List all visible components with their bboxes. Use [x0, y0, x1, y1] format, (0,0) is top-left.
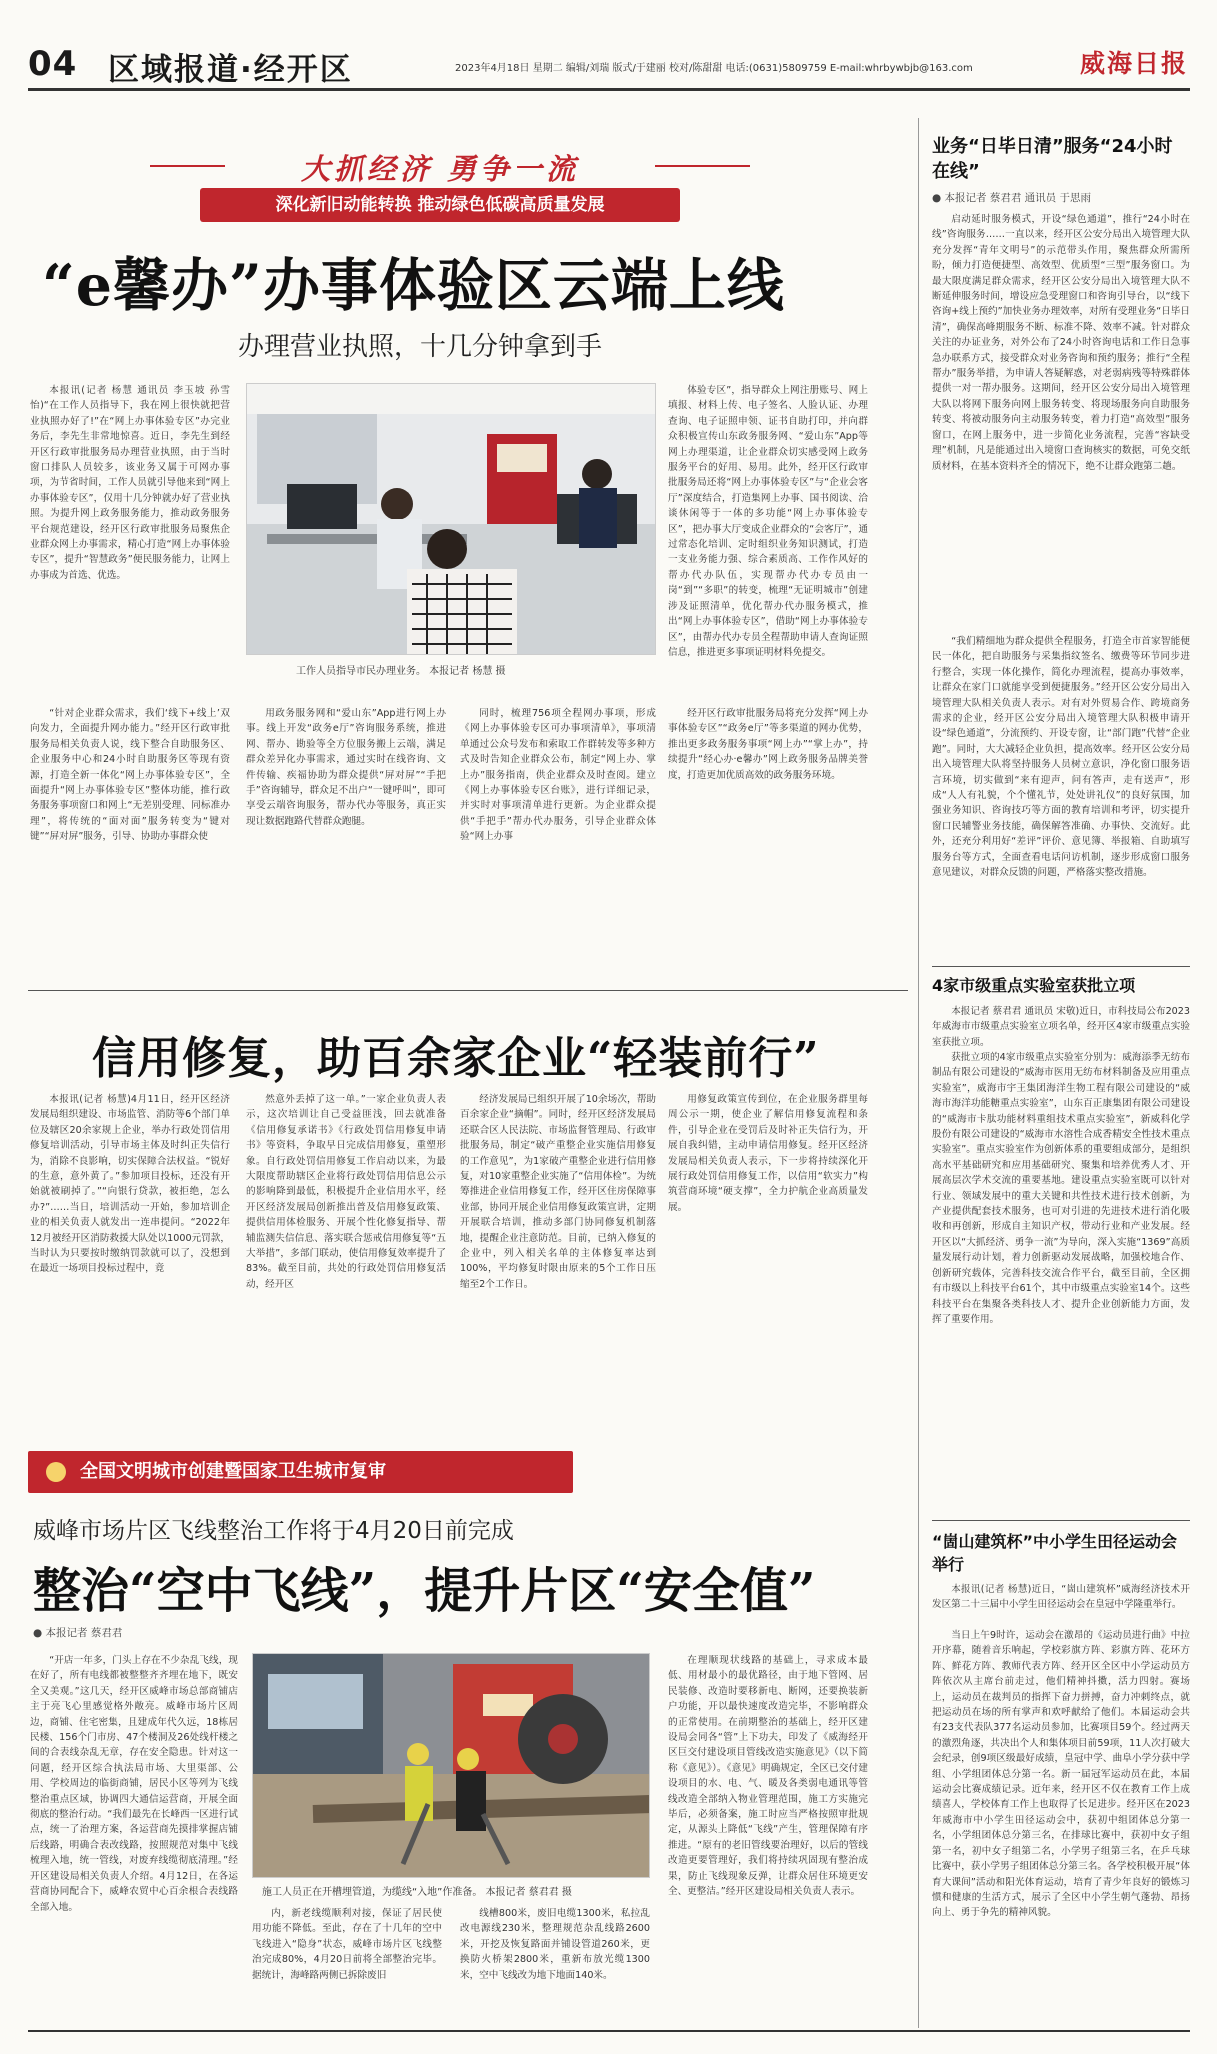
rc-story2-lead	[932, 1004, 1190, 1050]
credit-article-column-3	[460, 1092, 656, 1414]
feixian-photo-caption: 施工人员正在开槽埋管道，为缆线“入地”作准备。 本报记者 蔡君君 摄	[262, 1887, 572, 1898]
rc-story1-paragraph: 启动延时服务模式，开设“绿色通道”，推行“24小时在线”咨询服务……一直以来，经开区公安分局出入境管理大队充分发挥“青年文明号”的示范带头作用，聚焦群众所需所盼，倾力打造便捷型、高效型、优质型“三型”服务窗口。为最大限度满足群众需求，经开区公安分局出入境管理大队不断延伸服务时间，增设应急受理窗口和咨询引导台，以“线下咨询+线上预约”加快业务办理效率，对所有受理业务“日毕日清”，确保高峰期服务不断、标准不降、效率不减。针对群众关注的办证业务，对外公布了24小时咨询电话和工作日急事急办联系方式，接受群众对业务咨询和预约服务；推行“全程帮办”服务举措，为申请人答疑解惑，对老弱病残等特殊群体提供一对一帮办服务。这期间，经开区公安分局出入境管理大队以将网下服务向网上服务转变、将现场服务向自助服务转变、将被动服务向主动服务转变，着力打造“高效型”服务窗口，在网上服务中，进一步简化业务流程，完善“容缺受理”机制，凡是能通过出入境窗口查询核实的数据，可免交纸质材料，在基本资料齐全的情况下，绝不让群众跑第二趟。	[932, 214, 1190, 472]
column-divider	[918, 118, 919, 2028]
feixian-article-column-3	[460, 1906, 650, 2026]
feixian-paragraph: “开店一年多，门头上存在不少杂乱飞线，现在好了，所有电线都被整整齐齐埋在地下，既安全又美观。”这几天，经开区威峰市场总部商铺店主于亮飞心里感觉格外敞亮。威峰市场片区周边，商铺、住宅密集，且建成年代久远，18栋居民楼、156个门市房、47个楼洞及26处线杆楼之间的合表线杂乱无章，存在安全隐患。针对这一问题，经开区综合执法局市场、大里渠部、公用、学校周边的临街商铺，居民小区等列为飞线整治重点区域，协调四大通信运营商，开展全面彻底的整治行动。“我们最先在长峰西一区进行试点，统一了治理方案，各运营商先摸排掌握店铺后线路，明确合表改线路，按照规范对集中飞线梳理入地，统一管线，对废弃线缆彻底清理。”经开区建设局相关负责人介绍。4月12日，在各运营商协同配合下，威峰农贸中心百余根合表线路全部入地。	[30, 1655, 238, 1913]
section-title: 区域报道·经开区	[108, 52, 353, 88]
feixian-paragraph: 内，新老线缆顺利对接，保证了居民使用功能不降低。至此，存在了十几年的空中飞线进入“隐身”状态，威峰市场片区飞线整治完成80%，4月20日前将全部整治完毕。据统计，海峰路两侧已拆除废旧	[252, 1908, 442, 1981]
lead-article-column-1b	[30, 706, 230, 958]
credit-paragraph: 用修复政策宣传到位，在企业服务群里每周公示一期，使企业了解信用修复流程和条件，引导企业在受罚后及时补正失信行为，开展自我纠错，主动申请信用修复。经开区经济发展局相关负责人表示，下一步将持续深化开展行政处罚信用修复工作，以信用“软实力”构筑营商环境“硬支撑”，全力护航企业高质量发展。	[668, 1094, 868, 1213]
street-works-illustration	[253, 1654, 650, 1878]
newspaper-logo: 威海日报	[1080, 49, 1189, 78]
credit-article-column-2	[246, 1092, 446, 1414]
slogan-rule-left	[150, 165, 225, 167]
feixian-byline	[33, 1625, 122, 1640]
rc-story1-headline: 业务“日毕日清”服务“24小时在线”	[932, 136, 1173, 182]
bullet-icon: ●	[33, 1627, 46, 1639]
credit-headline: 信用修复，助百余家企业“轻装前行”	[92, 1033, 820, 1084]
rc-story1-paragraph: “我们精细地为群众提供全程服务，打造全市首家智能便民一体化，把自助服务与采集指纹签名、缴费等环节同步进行整合，实现一体化操作，简化办理流程，提高办事效率，让群众在家门口就能享受到便捷服务。”经开区公安分局出入境管理大队相关负责人表示。对有对外贸易合作、跨境商务需求的企业，经开区公安分局出入境管理大队积极申请开设“绿色通道”，分流预约、开设专窗，让“部门跑”代替“企业跑”。同时，大大减轻企业负担，提高效率。经开区公安分局出入境管理大队将坚持服务人员树立意识，净化窗口服务语言环境，切实做到“来有迎声，问有答声，走有送声”，形成“人人有礼貌，个个懂礼节，处处讲礼仪”的良好氛围，加强业务知识、咨询技巧等方面的教育培训和考评，切实提升窗口民辅警业务技能，确保解答准确、办事快、交流好。此外，还充分利用好“差评”评价、意见簿、举报箱、自助填写服务台等方式，全面查看电话问访机制，逐步形成窗口服务意见建议，对群众反馈的问题，严格落实整改措施。	[932, 636, 1190, 879]
lead-article-column-2	[246, 706, 446, 958]
footer-rule	[28, 2030, 1190, 2032]
lead-paragraph: 同时，梳理756项全程网办事项，形成《网上办事体验专区可办事项清单》，事项清单通过公众号发布和索取工作群转发等多种方式及时告知企业群众公布，制定“网上办、掌上办”服务指南，供企业群众及时查阅。建立《网上办事体验专区台账》，进行详细记录，并实时对事项清单进行更新。为企业群众提供“手把手”帮办代办服务，引导企业群众体验“网上办事	[460, 708, 656, 843]
rc-story2-body	[932, 1050, 1190, 1508]
rc-story3-paragraph: 当日上午9时许，运动会在激昂的《运动员进行曲》中拉开序幕，随着音乐响起，学校彩旗方阵、彩旗方阵、花环方阵、鲜花方阵、教师代表方阵、经开区全区中小学运动员方阵依次从主席台前走过，他们精神抖擞，活力四射。赛场上，运动员在裁判员的指挥下奋力拼搏，奋力冲刺终点，就把运动员在场的所有掌声和欢呼献给了他们。本届运动会共有23支代表队377名运动员参加，比赛项目59个。经过两天的激烈角逐，共决出个人和集体项目前59项，11人次打破大会纪录，创9项区级最好成绩，皇冠中学、曲阜小学分获中学组、小学组团体总分第一名。新一届冠军运动员在此，本届运动会比赛成绩记录。近年来，经开区不仅在教育工作上成绩喜人，学校体育工作上也取得了长足进步。经开区在2023年威海市中小学生田径运动会中，获初中组团体总分第一名，小学组团体总分第三名，在排球比赛中，获初中女子组第一名，初中女子组第二名，小学男子组第三名，在乒乓球比赛中，获小学男子组团体总分第三名。各学校积极开展“体育大课间”活动和阳光体育运动，培育了青少年良好的锻炼习惯和健康的生活方式，展示了全区中小学生朝气蓬勃、昂扬向上、勇于争先的精神风貌。	[932, 1630, 1190, 1919]
office-scene-illustration	[247, 384, 656, 655]
lead-paragraph: “针对企业群众需求，我们‘线下+线上’双向发力，全面提升网办能力。”经开区行政审批服务局相关负责人说，线下整合自助服务区、企业服务中心和24小时自助服务区等现有资源，打造全新一体化“网上办事体验专区”，全面提升“网上办事体验专区”整体功能，推行政务服务事项窗口和网上“无差别受理、同标准办理”，将传统的“面对面”服务转变为“键对键”“屏对屏”服务，引导、协助办事群众使	[30, 708, 230, 843]
credit-article-column-4	[668, 1092, 868, 1414]
section-divider	[28, 990, 908, 991]
lead-headline: “e馨办”办事体验区云端上线	[42, 252, 785, 319]
feixian-paragraph: 在理顺现状线路的基础上，寻求成本最低、用材最小的最优路径，由于地下管网、居民装修、改造时要移新电、断网，还要换装新户功能，开以最快速度改造完毕，不影响群众的正常使用。在前期整治的基础上，经开区建设局会同各“管”上下功夫，印发了《威海经开区巨交付建设项目管线改造实施意见》（以下简称《意见》）。《意见》明确规定，全区已交付建设项目的水、电、气、暖及各类弱电通讯等管线改造全部纳入物业管理范围，施工方实施完毕后，必须备案，施工时应当严格按照审批规定，从源头上降低“飞线”产生，管理保障有序推进。“原有的老旧管线要治理好，以后的管线改造更要管理好，我们将持续巩固现有整治成果，防止飞线现象反弹，让群众居住环境更安全、更整洁。”经开区建设局相关负责人表示。	[668, 1655, 868, 1898]
campaign-slogan: 大抓经济 勇争一流	[300, 152, 580, 186]
bullet-icon: ●	[932, 192, 945, 204]
rc-story2-paragraph: 获批立项的4家市级重点实验室分别为：威海添季无纺布制品有限公司建设的“威海市医用无纺布材料制备及应用重点实验室”，威海市宇王集团海洋生物工程有限公司建设的“威海市海洋功能糖重点实验室”，山东百正康集团有限公司建设的“威海市卡肽功能材料重组技术重点实验室”，新威科化学股份有限公司建设的“威海市水溶性合成香精安全性技术重点实验室”。重点实验室作为创新体系的重要组成部分，是组织高水平基础研究和应用基础研究、聚集和培养优秀人才、开展高层次学术交流的重要基地。建设重点实验室既可以针对行业、领域发展中的重大关键和共性技术进行技术创新，为产业提供配套技术服务，也可对引进的先进技术进行消化吸收和再创新，形成自主知识产权，带动行业和产业发展。经开区以“大抓经济、勇争一流”为导向，深入实施“1369”高质量发展行动计划，着力创新驱动发展战略，加强校地合作、创新研究载体，完善科技交流合作平台，截至目前，全区拥有市级以上科技平台61个，其中市级重点实验室14个。这些科技平台在集聚各类科技人才、提升企业创新能力方面，发挥了重要作用。	[932, 1052, 1190, 1325]
credit-article-column-1	[30, 1092, 230, 1414]
masthead-rule	[28, 88, 1190, 91]
page-number: 04	[28, 44, 78, 84]
credit-paragraph: 经济发展局已组织开展了10余场次，帮助百余家企业“摘帽”。同时，经开区经济发展局还联合区人民法院、市场监督管理局、行政审批服务局，制定“破产重整企业实施信用修复的工作意见”，为1家破产重整企业进行信用修复，对10家重整企业实施了“信用体检”。为统筹推进企业信用修复工作，经开区住房保障事业部，协同开展企业信用修复政策宣讲，定期开展联合培训，推动多部门协同修复机制落地，提醒企业注意防范。目前，已纳入修复的企业中，列入相关名单的主体修复率达到100%，平均修复时限由原来的5个工作日压缩至2个工作日。	[460, 1094, 656, 1290]
rc-story3-byline: 本报讯(记者 杨慧)近日，“崮山建筑杯”威海经济技术开发区第二十三届中小学生田径运动会在皇冠中学隆重举行。	[932, 1584, 1190, 1611]
feixian-kicker: 威峰市场片区飞线整治工作将于4月20日前完成	[33, 1518, 514, 1544]
credit-paragraph: 然意外丢掉了这一单。”一家企业负责人表示，这次培训让自己受益匪浅，回去就准备《信用修复承诺书》《行政处罚信用修复申请书》等资料，争取早日完成信用修复，重塑形象。自行政处罚信用修复工作启动以来，为最大限度帮助辖区企业将行政处罚信用信息公示的影响降到最低，积极提升企业信用水平，经开区经济发展局创新推出普及信用修复政策、提供信用体检服务、开展个性化修复指导、帮辅监测失信信息、落实联合惩戒信用修复等“五大举措”，多部门联动，使信用修复效率提升了83%。截至目前，共处的行政处罚信用修复活动，经开区	[246, 1094, 446, 1290]
issue-meta: 2023年4月18日 星期二 编辑/刘瑞 版式/于建丽 校对/陈甜甜 电话:(0631)5809759 E-mail:whrbywbjb@163.com	[455, 63, 973, 74]
lead-article-column-1	[30, 383, 230, 701]
lead-paragraph: 本报讯(记者 杨慧 通讯员 李玉坡 孙雪怡)“在工作人员指导下，我在网上很快就把营业执照办好了!”在“网上办事体验专区”办完业务后，李先生非常地惊喜。近日，李先生到经开区行政审批服务局办理营业执照，由于当时窗口排队人员较多，该业务又属于可网办事项，为节省时间，工作人员就引导他来到“网上办事体验专区”，仅用十几分钟就办好了营业执照。为提升网上政务服务能力，推动政务服务平台规范建设，经开区行政审批服务局聚焦企业群众网上办事需求，精心打造“网上办事体验专区”，提升“智慧政务”便民服务能力，让网上办事成为首选、优选。	[30, 385, 230, 581]
rc-story2-headline: 4家市级重点实验室获批立项	[932, 976, 1136, 995]
rc-story3-lead	[932, 1582, 1190, 1628]
lead-paragraph: 经开区行政审批服务局将充分发挥“网上办事体验专区”“政务e厅”等多渠道的网办优势，推出更多政务服务事项“网上办”“掌上办”，持续提升“经心办·e馨办”网上政务服务品牌美誉度，打造更加优质高效的政务服务环境。	[668, 708, 868, 781]
feixian-article-column-1	[30, 1653, 238, 2025]
feixian-paragraph: 线槽800米，废旧电缆1300米，私拉乱改电源线230米，整理规范杂乱线路2600米，开挖及恢复路面并铺设管道260米，更换防火桥架2800米，重新布放光缆1300米，空中飞线改为地下地面140米。	[460, 1908, 650, 1981]
rc-story1-byline	[932, 190, 1190, 205]
rc-story3-body	[932, 1628, 1190, 2026]
lead-paragraph: 体验专区”，指导群众上网注册账号、网上填报、材料上传、电子签名、人脸认证、办理查询、电子证照申领、证书自助打印，并向群众积极宣传山东政务服务网、“爱山东”App等网上办理渠道，让企业群众切实感受网上政务服务平台的好用、易用。此外，经开区行政审批服务局还将“网上办事体验专区”与“企业会客厅”深度结合，打造集网上办事、国书阅读、洽谈休闲等于一体的多功能“网上办事体验专区”，把办事大厅变成企业群众的“会客厅”，通过常态化培训、定时组织业务知识测试，打造一支业务能力强、综合素质高、工作作风好的帮办代办队伍，实现帮办代办专员由一岗“到”“多职”的转变，梳理“无证明城市”创建涉及证照清单，优化帮办代办服务模式，推出“网上办事体验专区”，借助“网上办事体验专区”，由帮办代办专员全程帮助申请人查询证照信息，推进更多事项证明材料免提交。	[668, 385, 868, 658]
feixian-headline: 整治“空中飞线”，提升片区“安全值”	[33, 1563, 816, 1619]
rc-divider	[932, 966, 1190, 967]
feixian-byline-text: 本报记者 蔡君君	[45, 1627, 123, 1639]
rc-story1-byline-text: 本报记者 蔡君君 通讯员 于思雨	[944, 192, 1092, 204]
rc-story1-body-2	[932, 634, 1190, 959]
slogan-rule-right	[655, 165, 750, 167]
lead-article-column-3	[668, 383, 868, 703]
lead-photo	[246, 383, 656, 655]
lead-paragraph: 用政务服务网和“爱山东”App进行网上办事。线上开发“政务e厅”咨询服务系统，推进网、帮办、勘验等全方位服务搬上云端，满足群众差异化办事需求，通过实时在线咨询、文件传输、疾福协助为群众提供“屏对屏”“手把手”咨询辅导，群众足不出户“一键呼叫”，即可享受云端咨询服务，帮办代办等服务，真正实现让数据跑路代替群众跑腿。	[246, 708, 446, 827]
credit-paragraph: 本报讯(记者 杨慧)4月11日，经开区经济发展局组织建设、市场监管、消防等6个部门单位及辖区20余家规上企业，举办行政处罚信用修复培训活动，引导市场主体及时纠正失信行为，消除不良影响，切实保障合法权益。“锐好的生意，意外黄了。”参加项目投标，还没有开始就被刷掉了。”“向银行贷款，被拒绝，怎么办?”……当日，培训活动一开始，参加培训企业的相关负责人就发出一连串提问。“2022年12月被经开区消防救援大队处以1000元罚款，当时认为只要按时缴纳罚款就可以了，没想到在最近一场项目投标过程中，竟	[30, 1094, 230, 1275]
lead-photo-caption: 工作人员指导市民办理业务。 本报记者 杨慧 摄	[296, 666, 506, 677]
feixian-photo	[252, 1653, 650, 1878]
lead-subheadline: 办理营业执照，十几分钟拿到手	[238, 332, 603, 362]
feixian-article-column-2	[252, 1906, 442, 2026]
lead-article-column-3b	[460, 706, 656, 958]
rc-story1-body	[932, 212, 1190, 634]
rc-story2-byline: 本报记者 蔡君君 通讯员 宋敬)近日，市科技局公布2023年威海市市级重点实验室立项名单，经开区4家市级重点实验室获批立项。	[932, 1006, 1190, 1048]
lead-article-column-4	[668, 706, 868, 958]
rc-story3-headline: “崮山建筑杯”中小学生田径运动会举行	[932, 1532, 1178, 1574]
campaign-banner: 深化新旧动能转换 推动绿色低碳高质量发展	[200, 188, 680, 222]
feixian-article-column-4	[668, 1653, 868, 2025]
rc-divider	[932, 1520, 1190, 1521]
civilization-campaign-banner: 全国文明城市创建暨国家卫生城市复审	[28, 1451, 573, 1493]
